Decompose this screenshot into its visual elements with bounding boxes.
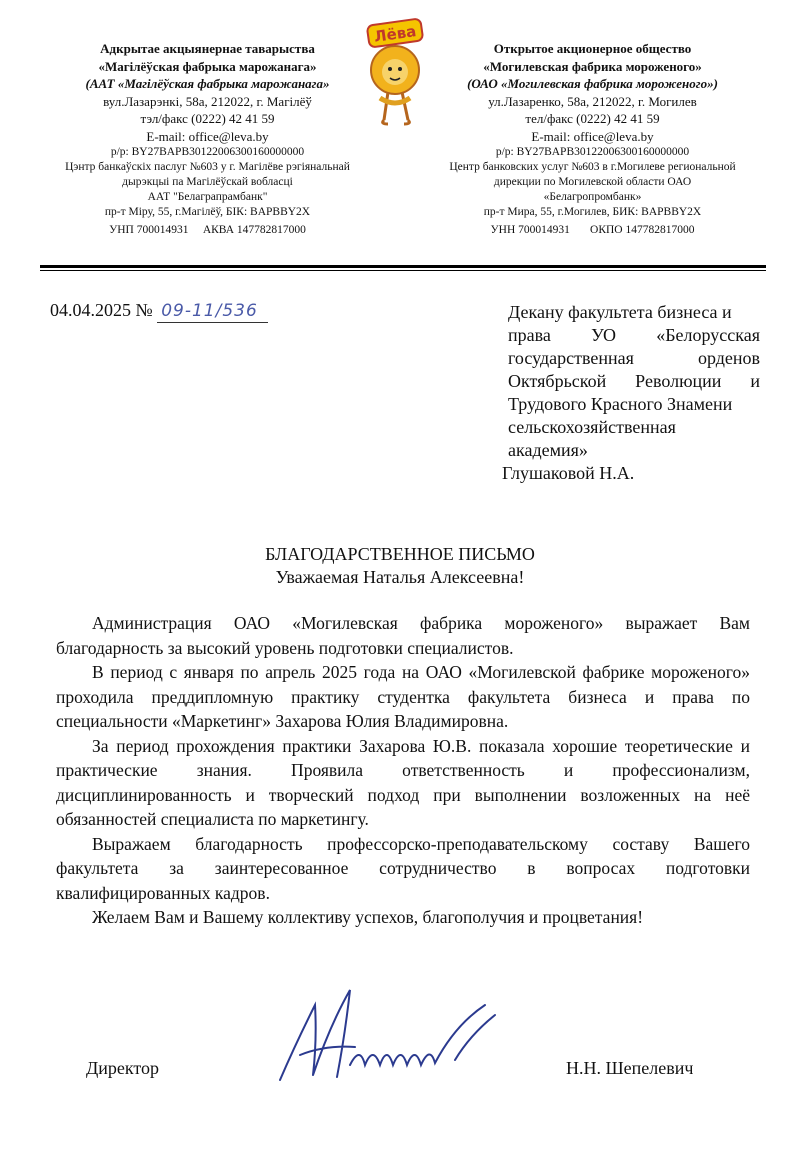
org-type-right: Открытое акционерное общество [493, 41, 692, 56]
body-paragraph: В период с января по апрель 2025 года на ОАО «Могилевской фабрике мороженого» проходила преддипломную практику студентка факультета бизнеса и права по специальности «Маркетинг» Захарова Юлия Владимировна. [56, 662, 750, 731]
email-left: E-mail: office@leva.by [146, 128, 269, 144]
bank-line2-left: дырэкцыі па Магілёўскай вобласці [122, 176, 293, 188]
header-divider-thin [40, 270, 766, 271]
signer-role: Директор [86, 1058, 160, 1078]
org-name-right: «Могилевская фабрика мороженого» [483, 58, 702, 74]
addressee-line: Трудового Красного Знамени [508, 394, 733, 414]
org-name-left: «Магілёўская фабрыка марожанага» [98, 58, 317, 74]
addressee-line: Декану факультета бизнеса и [508, 302, 732, 322]
bank-line4-right: пр-т Мира, 55, г.Могилев, БИК: BAPBBY2X [483, 206, 702, 218]
bank-line1-left: Цэнтр банкаўскіх паслуг №603 у г. Магілёве рэгіянальнай [65, 161, 350, 173]
addressee-name: Глушаковой Н.А. [502, 463, 635, 483]
email-right: E-mail: office@leva.by [531, 128, 654, 144]
addressee-line: академия» [508, 440, 588, 460]
handwritten-number: 09-11/536 [161, 301, 258, 321]
ids-left: УНП 700014931 АКВА 147782817000 [109, 224, 306, 236]
header-divider [40, 265, 766, 268]
account-left: р/р: BY27BAPB30122006300160000000 [110, 146, 305, 158]
outgoing-number [50, 300, 268, 323]
account-right: р/р: BY27BAPB30122006300160000000 [495, 146, 690, 158]
body-paragraph: За период прохождения практики Захарова Ю.В. показала хорошие теоретические и практические знания. Проявила ответственность и профессионализм, дисциплинированность и творческий подход при выполнении возложенных на неё обязанностей специалиста по маркетингу. [56, 735, 750, 829]
addressee-block [502, 301, 760, 485]
body-paragraph: Выражаем благодарность профессорско-преподавательскому составу Вашего факультета за заинтересованное сотрудничество в вопросах подготовки квалифицированных кадров. [56, 833, 750, 903]
letter-date: 04.04.2025 № [50, 300, 153, 320]
body-paragraph: Администрация ОАО «Могилевская фабрика мороженого» выражает Вам благодарность за высокий уровень подготовки специалистов. [56, 613, 750, 658]
addressee-line: права УО «Белорусская [508, 325, 760, 345]
phone-left: тэл/факс (0222) 42 41 59 [140, 111, 275, 126]
bank-line1-right: Центр банковских услуг №603 в г.Могилеве региональной [449, 161, 736, 173]
bank-line3-left: ААТ "Белаграпрамбанк" [147, 191, 268, 203]
address-right: ул.Лазаренко, 58а, 212022, г. Могилев [488, 93, 697, 109]
letterhead-right [420, 40, 765, 238]
signer-name: Н.Н. Шепелевич [566, 1058, 694, 1078]
addressee-line: государственная орденов [508, 348, 760, 368]
letter-greeting: Уважаемая Наталья Алексеевна! [275, 567, 525, 587]
letter-title: БЛАГОДАРСТВЕННОЕ ПИСЬМО [265, 544, 535, 564]
org-short-right: (ОАО «Могилевская фабрика мороженого») [467, 76, 718, 91]
letterhead-left [40, 40, 375, 238]
logo-text: Лёва [372, 22, 418, 46]
body-paragraph: Желаем Вам и Вашему коллективу успехов, благополучия и процветания! [92, 907, 644, 927]
letter-body [56, 611, 750, 930]
letter-heading [0, 543, 800, 589]
address-left: вул.Лазарэнкі, 58а, 212022, г. Магілёў [103, 93, 312, 109]
addressee-line: сельскохозяйственная [508, 417, 676, 437]
org-short-left: (ААТ «Магілёўская фабрыка марожанага» [85, 76, 330, 91]
org-type-left: Адкрытае акцыянернае таварыства [100, 41, 315, 56]
phone-right: тел/факс (0222) 42 41 59 [525, 111, 660, 126]
bank-line4-left: пр-т Міру, 55, г.Магілёў, БІК: BAPBBY2X [104, 206, 311, 218]
ids-right: УНН 700014931 ОКПО 147782817000 [490, 224, 695, 236]
bank-line3-right: «Белагропромбанк» [543, 191, 642, 203]
bank-line2-right: дирекции по Могилевской области ОАО [493, 176, 692, 188]
addressee-line: Октябрьской Революции и [508, 371, 760, 391]
handwritten-signature [255, 985, 515, 1090]
